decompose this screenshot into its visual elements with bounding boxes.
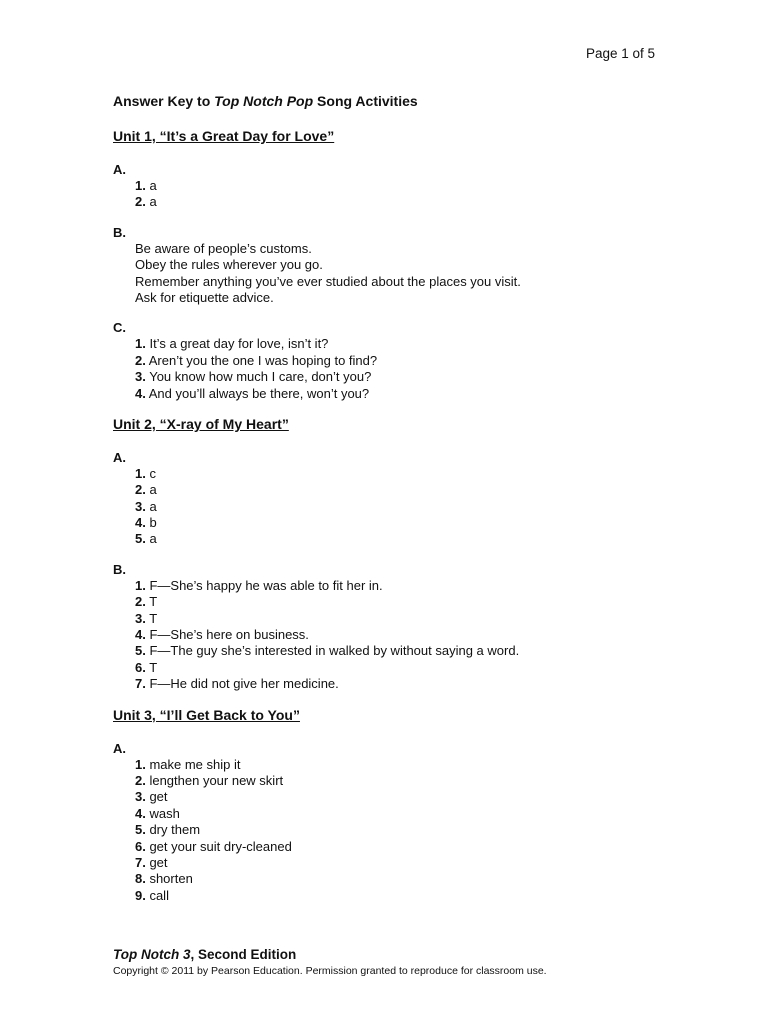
- answer-item: [135, 386, 673, 402]
- answer-number: 3.: [135, 610, 146, 626]
- answer-text: F—She’s here on business.: [145, 627, 309, 643]
- answer-item: [135, 789, 673, 805]
- answer-number: 2.: [135, 772, 146, 788]
- section-label: A.: [113, 449, 126, 465]
- answer-number: 1.: [135, 465, 146, 481]
- answer-item: [135, 871, 673, 887]
- answer-item: [135, 660, 673, 676]
- answer-text: T: [145, 610, 158, 626]
- answer-item: [135, 353, 673, 369]
- answer-item: [135, 369, 673, 385]
- answer-number: 7.: [135, 676, 146, 692]
- answer-item: [135, 531, 673, 547]
- answer-item: [135, 178, 673, 194]
- units-container: [113, 127, 673, 904]
- answer-number: 6.: [135, 838, 146, 854]
- title-italic: Top Notch Pop: [214, 93, 314, 109]
- answer-number: 4.: [135, 805, 146, 821]
- answer-item: [135, 466, 673, 482]
- answer-item: [135, 643, 673, 659]
- answer-list: [135, 178, 673, 211]
- title-prefix: Answer Key to: [113, 93, 215, 109]
- answer-text: Aren’t you the one I was hoping to find?: [145, 352, 378, 368]
- answer-number: 1.: [135, 756, 146, 772]
- answer-text: shorten: [145, 871, 193, 887]
- answer-text: F—The guy she’s interested in walked by without saying a word.: [145, 643, 520, 659]
- answer-item: [135, 194, 673, 210]
- answer-list: [135, 466, 673, 548]
- answer-list: [135, 578, 673, 693]
- answer-number: 5.: [135, 822, 146, 838]
- answer-text: F—He did not give her medicine.: [145, 676, 339, 692]
- answer-text: T: [145, 659, 158, 675]
- answer-text: wash: [145, 805, 180, 821]
- document-title: [113, 92, 673, 111]
- answer-text: T: [145, 594, 158, 610]
- answer-item: [135, 676, 673, 692]
- answer-text: make me ship it: [145, 756, 241, 772]
- answer-item: [135, 594, 673, 610]
- answer-text: call: [145, 887, 169, 903]
- answer-text: a: [145, 482, 157, 498]
- answer-number: 4.: [135, 627, 146, 643]
- answer-number: 4.: [135, 385, 146, 401]
- answer-number: 3.: [135, 789, 146, 805]
- answer-item: [135, 757, 673, 773]
- document-body: [113, 92, 673, 917]
- footer-title-suffix: , Second Edition: [190, 947, 297, 962]
- answer-section: [113, 224, 673, 307]
- answer-text: And you’ll always be there, won’t you?: [145, 385, 370, 401]
- answer-text: Remember anything you’ve ever studied about the places you visit.: [135, 273, 521, 289]
- answer-section: [113, 319, 673, 402]
- unit: [113, 706, 673, 905]
- answer-text: b: [145, 515, 157, 531]
- answer-item: [135, 515, 673, 531]
- answer-item: [135, 499, 673, 515]
- answer-number: 2.: [135, 594, 146, 610]
- answer-item: [135, 578, 673, 594]
- answer-number: 2.: [135, 482, 146, 498]
- footer: [113, 946, 547, 978]
- unit: [113, 127, 673, 402]
- answer-item: [135, 336, 673, 352]
- section-label: A.: [113, 162, 126, 177]
- answer-number: 1.: [135, 178, 146, 193]
- answer-item: [135, 290, 673, 306]
- answer-number: 4.: [135, 515, 146, 531]
- answer-text: Obey the rules wherever you go.: [135, 257, 323, 273]
- answer-text: It’s a great day for love, isn’t it?: [145, 336, 329, 352]
- answer-text: c: [145, 465, 156, 481]
- answer-number: 9.: [135, 887, 146, 903]
- answer-list: [135, 336, 673, 402]
- answer-item: [135, 627, 673, 643]
- answer-section: [113, 449, 673, 548]
- section-label: B.: [113, 224, 126, 240]
- section-label: C.: [113, 320, 126, 336]
- answer-text: Ask for etiquette advice.: [135, 289, 274, 305]
- page-number: Page 1 of 5: [585, 46, 655, 61]
- answer-section: [113, 740, 673, 905]
- unit-heading: Unit 1, “It’s a Great Day for Love”: [113, 128, 335, 144]
- answer-item: [135, 241, 673, 257]
- answer-item: [135, 773, 673, 789]
- answer-number: 3.: [135, 498, 146, 514]
- section-label: B.: [113, 561, 126, 577]
- answer-item: [135, 888, 673, 904]
- answer-number: 5.: [135, 643, 146, 659]
- answer-text: lengthen your new skirt: [145, 772, 284, 788]
- answer-item: [135, 611, 673, 627]
- answer-item: [135, 855, 673, 871]
- answer-number: 5.: [135, 531, 146, 547]
- answer-text: a: [145, 531, 157, 547]
- footer-title: [113, 946, 547, 964]
- answer-text: dry them: [145, 822, 201, 838]
- title-suffix: Song Activities: [313, 93, 418, 109]
- unit-heading: Unit 3, “I’ll Get Back to You”: [113, 706, 300, 723]
- answer-text: a: [145, 194, 157, 210]
- answer-text: get your suit dry-cleaned: [145, 838, 292, 854]
- answer-item: [135, 257, 673, 273]
- answer-item: [135, 839, 673, 855]
- answer-list: [135, 241, 673, 307]
- answer-number: 6.: [135, 659, 146, 675]
- answer-section: [113, 161, 673, 211]
- answer-item: [135, 482, 673, 498]
- answer-number: 7.: [135, 854, 146, 870]
- answer-text: F—She’s happy he was able to fit her in.: [145, 577, 383, 593]
- footer-copyright: Copyright © 2011 by Pearson Education. Permission granted to reproduce for classroom use.: [113, 965, 547, 977]
- answer-list: [135, 757, 673, 905]
- answer-text: a: [145, 498, 157, 514]
- answer-number: 2.: [135, 352, 146, 368]
- section-label: A.: [113, 740, 126, 756]
- answer-section: [113, 561, 673, 693]
- answer-item: [135, 274, 673, 290]
- answer-number: 3.: [135, 369, 146, 385]
- answer-number: 8.: [135, 871, 146, 887]
- unit: [113, 415, 673, 693]
- footer-title-italic: Top Notch 3: [113, 947, 191, 962]
- answer-text: You know how much I care, don’t you?: [145, 369, 372, 385]
- answer-number: 1.: [135, 336, 146, 352]
- answer-text: a: [145, 178, 157, 193]
- answer-number: 1.: [135, 577, 146, 593]
- answer-text: Be aware of people’s customs.: [135, 240, 312, 256]
- answer-item: [135, 822, 673, 838]
- answer-number: 2.: [135, 194, 146, 210]
- answer-text: get: [145, 854, 168, 870]
- unit-heading: Unit 2, “X-ray of My Heart”: [113, 415, 289, 432]
- answer-text: get: [145, 789, 168, 805]
- answer-item: [135, 806, 673, 822]
